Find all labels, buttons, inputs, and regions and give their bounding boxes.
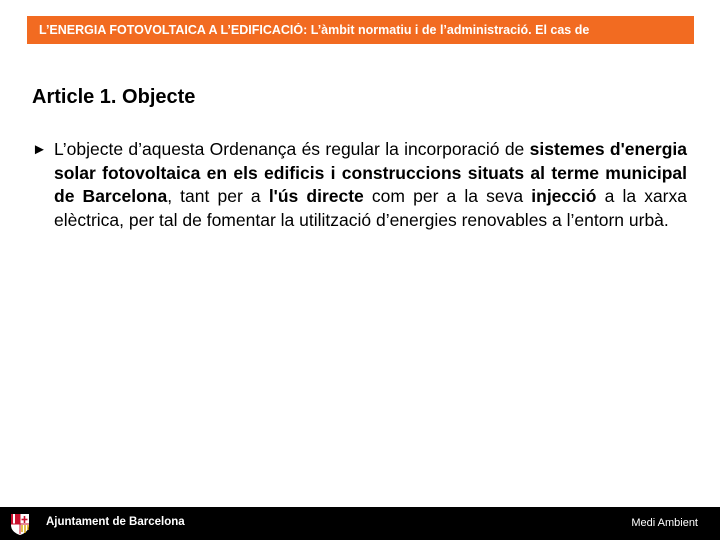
text-segment: L’objecte d’aquesta Ordenança és regular la incorporació de [54, 139, 530, 159]
footer-department: Medi Ambient [631, 517, 698, 529]
bullet-item [32, 138, 687, 232]
header-title: L’ENERGIA FOTOVOLTAICA A L’EDIFICACIÓ: L’àmbit normatiu i de l’administració. El cas de [39, 23, 590, 37]
text-segment: com per a la seva [363, 186, 532, 206]
text-segment: , tant per a [167, 186, 269, 206]
text-segment: a la xarxa elèctrica, per tal de fomentar la utilització d’energies renovables a l’entorn urbà. [54, 186, 687, 230]
bold-text-segment: injecció [531, 186, 597, 206]
bold-text-segment: sistemes d'energia solar fotovoltaica en els edificis i construccions situats al terme municipal de Barcelona [54, 139, 687, 206]
bullet-text [54, 138, 687, 232]
footer-organization: Ajuntament de Barcelona [46, 516, 185, 528]
bold-text-segment: l'ús directe [268, 186, 364, 206]
barcelona-coat-of-arms-icon [8, 512, 32, 536]
triangle-bullet-icon: ► [32, 141, 47, 158]
article-heading: Article 1. Objecte [32, 86, 196, 108]
header-band [27, 16, 694, 44]
footer-bar [0, 507, 720, 540]
